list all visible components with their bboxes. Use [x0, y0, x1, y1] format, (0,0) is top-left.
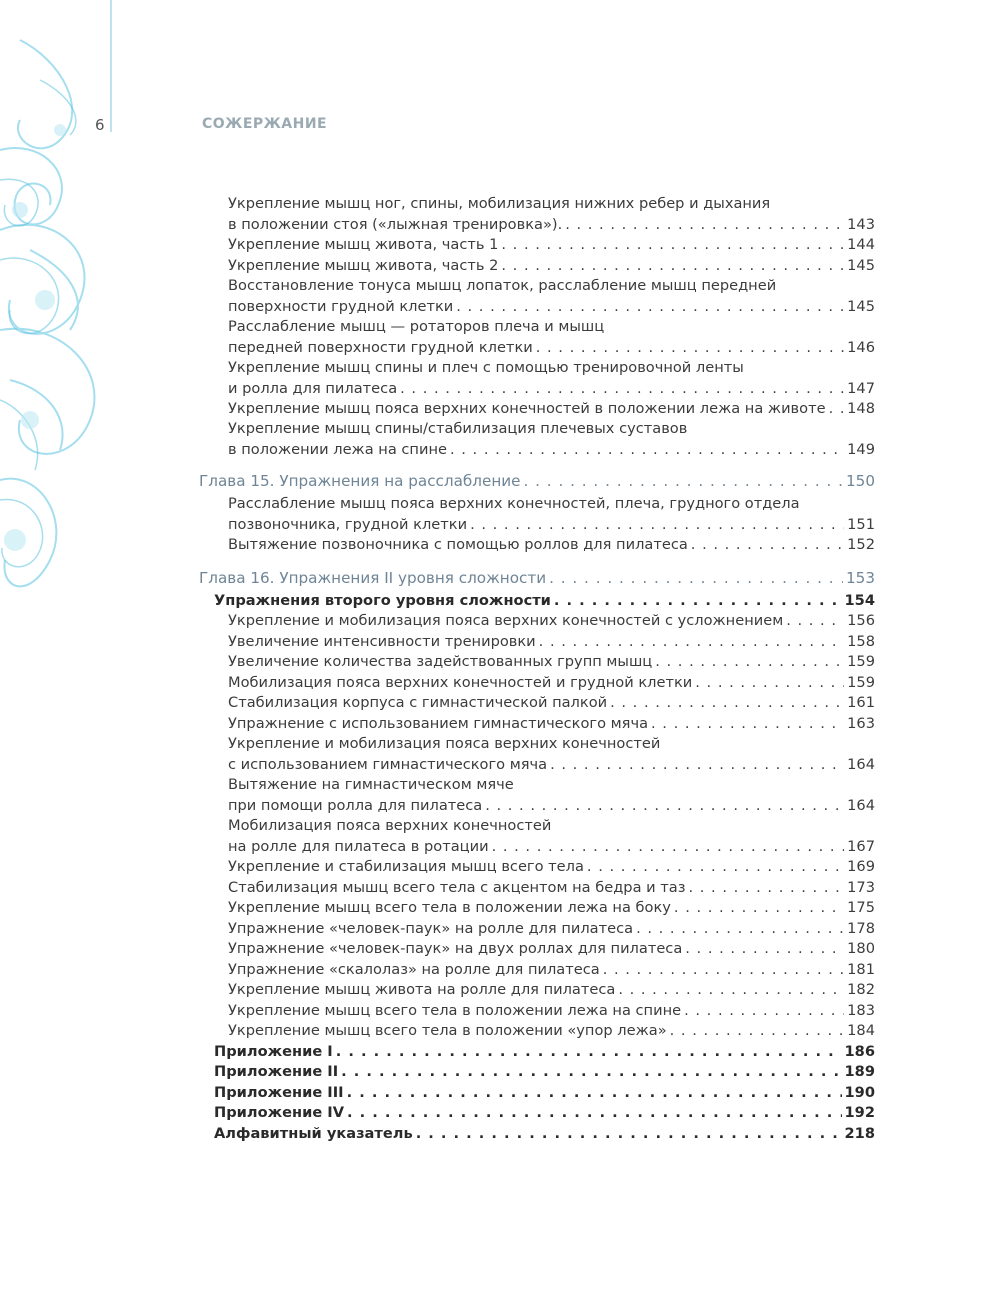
toc-page-number: 156 [847, 612, 875, 629]
toc-page-number: 159 [847, 674, 875, 691]
toc-entry[interactable] [228, 194, 875, 235]
toc-page-number: 190 [844, 1084, 875, 1101]
toc-entry-title: Глава 15. Упражнения на расслабление [199, 472, 521, 490]
toc-entry[interactable] [228, 494, 875, 535]
toc-section[interactable] [214, 1124, 875, 1145]
toc-entry[interactable] [228, 960, 875, 981]
dot-leader [450, 440, 844, 461]
toc-entry-title: при помощи ролла для пилатеса [228, 796, 483, 814]
toc-entry[interactable] [228, 235, 875, 256]
toc-entry[interactable] [228, 878, 875, 899]
toc-entry[interactable] [228, 693, 875, 714]
toc-page-number: 186 [844, 1043, 875, 1060]
toc-entry[interactable] [228, 276, 875, 317]
toc-entry-title-line: Укрепление и мобилизация пояса верхних конечностей [228, 735, 661, 752]
toc-page-number: 143 [847, 215, 875, 233]
toc-entry-title: Мобилизация пояса верхних конечностей и грудной клетки [228, 674, 693, 691]
toc-entry[interactable] [228, 611, 875, 632]
toc-section[interactable] [214, 1083, 875, 1104]
toc-entry-title-line: Расслабление мышц — ротаторов плеча и мышц [228, 318, 605, 335]
toc-page-number: 173 [847, 879, 875, 896]
toc-entry-title: поверхности грудной клетки [228, 297, 454, 315]
dot-leader [685, 939, 844, 960]
dot-leader [688, 878, 844, 899]
dot-leader [684, 1001, 844, 1022]
toc-entry-title: в положении стоя («лыжная тренировка»). [228, 215, 563, 233]
toc-page-number: 159 [847, 653, 875, 670]
toc-entry-title: с использованием гимнастического мяча [228, 755, 548, 773]
dot-leader [565, 215, 844, 236]
toc-entry-title: Упражнение «скалолаз» на ролле для пилатеса [228, 961, 600, 978]
toc-page-number: 189 [844, 1063, 875, 1080]
dot-leader [829, 399, 845, 420]
toc-entry-title: Укрепление и стабилизация мышц всего тела [228, 858, 584, 875]
toc-entry-title-line: Укрепление мышц спины и плеч с помощью тренировочной ленты [228, 359, 744, 376]
toc-section[interactable] [214, 591, 875, 612]
toc-entry-title: Упражнение с использованием гимнастического мяча [228, 715, 649, 732]
toc-page-number: 144 [847, 236, 875, 253]
toc-entry-title: и ролла для пилатеса [228, 379, 398, 397]
toc-entry[interactable] [228, 857, 875, 878]
dot-leader [336, 1042, 842, 1063]
toc-entry-title: Приложение II [214, 1063, 339, 1080]
toc-page-number: 150 [846, 472, 875, 490]
toc-page-number: 178 [847, 920, 875, 937]
toc-entry[interactable] [228, 358, 875, 399]
dot-leader [618, 980, 844, 1001]
dot-leader [603, 960, 844, 981]
toc-entry-title: Укрепление и мобилизация пояса верхних конечностей с усложнением [228, 612, 784, 629]
toc-section[interactable] [214, 1042, 875, 1063]
toc-page-number: 183 [847, 1002, 875, 1019]
toc-page-number: 161 [847, 694, 875, 711]
toc-entry-title: Стабилизация мышц всего тела с акцентом на бедра и таз [228, 879, 686, 896]
toc-page-number: 184 [847, 1022, 875, 1039]
toc-entry-title: Алфавитный указатель [214, 1125, 413, 1142]
toc-page-number: 145 [847, 257, 875, 274]
toc-page-number: 192 [844, 1104, 875, 1121]
dot-leader [341, 1062, 841, 1083]
dot-leader [400, 379, 844, 400]
toc-entry-title: Вытяжение позвоночника с помощью роллов для пилатеса [228, 536, 688, 553]
toc-entry[interactable] [228, 939, 875, 960]
toc-chapter[interactable] [199, 568, 875, 589]
toc-entry[interactable] [228, 816, 875, 857]
toc-entry-title: передней поверхности грудной клетки [228, 338, 533, 356]
toc-entry[interactable] [228, 898, 875, 919]
dot-leader [523, 471, 843, 492]
dot-leader [695, 673, 844, 694]
toc-entry-title: Укрепление мышц пояса верхних конечностей в положении лежа на животе [228, 400, 826, 417]
toc-entry-title: Увеличение интенсивности тренировки [228, 633, 536, 650]
toc-entry[interactable] [228, 399, 875, 420]
dot-leader [554, 591, 842, 612]
dot-leader [347, 1103, 841, 1124]
toc-entry-title-line: Мобилизация пояса верхних конечностей [228, 817, 552, 834]
toc-entry[interactable] [228, 775, 875, 816]
toc-entry[interactable] [228, 632, 875, 653]
dot-leader [651, 714, 844, 735]
toc-page-number: 180 [847, 940, 875, 957]
toc-page-number: 146 [847, 338, 875, 356]
toc-page-number: 164 [847, 796, 875, 814]
page-number: 6 [95, 116, 105, 134]
running-head: СОЖЕРЖАНИЕ [202, 116, 328, 132]
dot-leader [610, 693, 844, 714]
dot-leader [674, 898, 844, 919]
toc-section[interactable] [214, 1103, 875, 1124]
toc-entry[interactable] [228, 919, 875, 940]
dot-leader [539, 632, 844, 653]
toc-page-number: 182 [847, 981, 875, 998]
toc-page-number: 218 [844, 1125, 875, 1142]
toc-entry-title-line: Укрепление мышц спины/стабилизация плечевых суставов [228, 420, 688, 437]
toc-page-number: 169 [847, 858, 875, 875]
toc-entry-title: Приложение IV [214, 1104, 345, 1121]
toc-page-number: 158 [847, 633, 875, 650]
toc-page-number: 145 [847, 297, 875, 315]
toc-entry-title-line: Расслабление мышц пояса верхних конечностей, плеча, грудного отдела [228, 495, 800, 512]
dot-leader [636, 919, 844, 940]
toc-chapter[interactable] [199, 471, 875, 492]
dot-leader [416, 1124, 842, 1145]
toc-entry-title: Приложение I [214, 1043, 333, 1060]
dot-leader [549, 568, 843, 589]
toc-entry[interactable] [228, 317, 875, 358]
toc-page-number: 154 [844, 592, 875, 609]
toc-entry-title: Глава 16. Упражнения II уровня сложности [199, 569, 547, 587]
dot-leader [670, 1021, 845, 1042]
toc-entry-title: на ролле для пилатеса в ротации [228, 837, 489, 855]
toc-entry-title: Увеличение количества задействованных групп мышц [228, 653, 653, 670]
toc-entry-title: Укрепление мышц живота, часть 1 [228, 236, 499, 253]
dot-leader [470, 515, 844, 536]
toc-page-number: 164 [847, 755, 875, 773]
toc-entry[interactable] [228, 256, 875, 277]
toc-page-number: 181 [847, 961, 875, 978]
dot-leader [501, 235, 844, 256]
dot-leader [456, 297, 844, 318]
toc-page-number: 151 [847, 515, 875, 533]
dot-leader [536, 338, 844, 359]
toc-entry[interactable] [228, 673, 875, 694]
toc-entry-title: Упражнение «человек-паук» на двух роллах для пилатеса [228, 940, 683, 957]
toc-entry-title: Укрепление мышц всего тела в положении лежа на боку [228, 899, 671, 916]
toc-entry[interactable] [228, 1001, 875, 1022]
toc-page-number: 147 [847, 379, 875, 397]
toc-entry-title: Укрепление мышц всего тела в положении «упор лежа» [228, 1022, 667, 1039]
dot-leader [492, 837, 845, 858]
toc-entry[interactable] [228, 535, 875, 556]
toc-entry-title-line: Вытяжение на гимнастическом мяче [228, 776, 514, 793]
toc-entry[interactable] [228, 419, 875, 460]
toc-entry-title: Укрепление мышц живота, часть 2 [228, 257, 499, 274]
dot-leader [347, 1083, 842, 1104]
toc-entry[interactable] [228, 1021, 875, 1042]
toc-page-number: 148 [847, 400, 875, 417]
toc-entry-title: позвоночника, грудной клетки [228, 515, 468, 533]
dot-leader [655, 652, 844, 673]
toc-page-number: 152 [847, 536, 875, 553]
toc-entry-title: Укрепление мышц всего тела в положении лежа на спине [228, 1002, 682, 1019]
toc-entry-title: Стабилизация корпуса с гимнастической палкой [228, 694, 608, 711]
toc-page-number: 153 [846, 569, 875, 587]
toc-entry-title: Приложение III [214, 1084, 344, 1101]
toc-entry-title-line: Укрепление мышц ног, спины, мобилизация нижних ребер и дыхания [228, 195, 771, 212]
toc-entry-title-line: Восстановление тонуса мышц лопаток, расслабление мышц передней [228, 277, 777, 294]
toc-page-number: 163 [847, 715, 875, 732]
toc-page-number: 167 [847, 837, 875, 855]
toc-page-number: 175 [847, 899, 875, 916]
toc-entry-title: Укрепление мышц живота на ролле для пилатеса [228, 981, 616, 998]
dot-leader [786, 611, 844, 632]
toc-page-number: 149 [847, 440, 875, 458]
dot-leader [550, 755, 844, 776]
toc-entry[interactable] [228, 734, 875, 775]
toc-entry[interactable] [228, 652, 875, 673]
toc-entry[interactable] [228, 980, 875, 1001]
toc-entry[interactable] [228, 714, 875, 735]
toc-entry-title: Упражнение «человек-паук» на ролле для пилатеса [228, 920, 634, 937]
toc-entry-title: в положении лежа на спине [228, 440, 447, 458]
toc-entry-title: Упражнения второго уровня сложности [214, 592, 551, 609]
dot-leader [691, 535, 844, 556]
toc-section[interactable] [214, 1062, 875, 1083]
dot-leader [501, 256, 844, 277]
dot-leader [587, 857, 844, 878]
dot-leader [485, 796, 844, 817]
